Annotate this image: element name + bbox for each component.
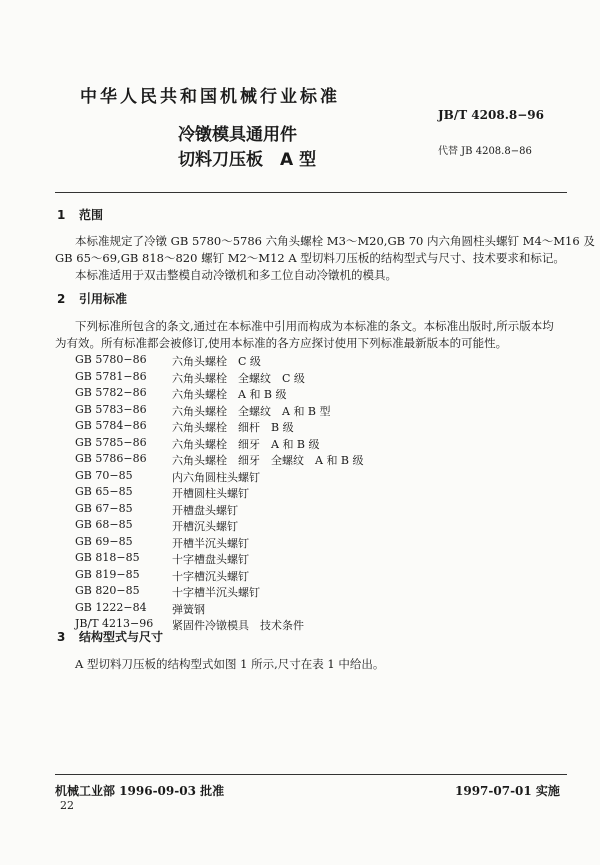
paragraph-line: A 型切料刀压板的结构型式如图 1 所示,尺寸在表 1 中给出。 — [75, 657, 385, 671]
reference-title: 十字槽半沉头螺钉 — [172, 586, 260, 599]
reference-title: 六角头螺栓 A 和 B 级 — [172, 388, 287, 401]
reference-title: 六角头螺栓 细牙 全螺纹 A 和 B 级 — [172, 454, 364, 467]
page-number: 22 — [60, 799, 74, 812]
paragraph-line: GB 65～69,GB 818～820 螺钉 M2～M12 A 型切料刀压板的结构型式与尺寸、技术要求和标记。 — [55, 251, 565, 265]
paragraph-line: 下列标准所包含的条文,通过在本标准中引用而构成为本标准的条文。本标准出版时,所示版本均 — [75, 319, 554, 333]
reference-code: GB 65−85 — [75, 485, 133, 498]
reference-title: 弹簧钢 — [172, 602, 205, 616]
paragraph-line: 本标准规定了冷镦 GB 5780～5786 六角头螺栓 M3～M20,GB 70 内六角圆柱头螺钉 M4～M16 及 — [75, 234, 595, 248]
section-heading: 3 结构型式与尺寸 — [57, 630, 164, 644]
footer-divider — [55, 774, 567, 775]
reference-code: GB 70−85 — [75, 468, 133, 482]
title-line-2: 切料刀压板 A 型 — [178, 150, 317, 170]
reference-title: 六角头螺栓 细牙 A 和 B 级 — [172, 437, 320, 451]
standard-code: JB/T 4208.8−96 — [438, 108, 544, 122]
reference-code: GB 68−85 — [75, 518, 133, 531]
reference-title: 开槽圆柱头螺钉 — [172, 487, 249, 500]
reference-code: GB 5784−86 — [75, 419, 147, 432]
issuing-org: 中华人民共和国机械行业标准 — [80, 87, 340, 107]
reference-title: 紧固件冷镦模具 技术条件 — [172, 619, 304, 632]
reference-code: GB 820−85 — [75, 584, 140, 597]
reference-code: GB 5781−86 — [75, 369, 147, 383]
header-divider — [55, 192, 567, 193]
reference-title: 开槽半沉头螺钉 — [172, 536, 249, 550]
reference-code: GB 69−85 — [75, 534, 133, 548]
reference-code: GB 819−85 — [75, 567, 140, 581]
reference-title: 开槽盘头螺钉 — [172, 503, 238, 517]
approval-note: 机械工业部 1996-09-03 批准 — [55, 784, 225, 798]
replaces-note: 代替 JB 4208.8−86 — [438, 146, 532, 157]
reference-title: 十字槽盘头螺钉 — [172, 553, 249, 566]
reference-code: GB 5782−86 — [75, 386, 147, 399]
section-heading: 1 范围 — [57, 208, 104, 222]
reference-title: 六角头螺栓 全螺纹 A 和 B 型 — [172, 404, 331, 418]
reference-title: 六角头螺栓 全螺纹 C 级 — [172, 371, 305, 385]
paragraph-line: 本标准适用于双击整模自动冷镦机和多工位自动冷镦机的模具。 — [75, 268, 397, 282]
effective-date: 1997-07-01 实施 — [455, 784, 560, 798]
reference-code: GB 5785−86 — [75, 435, 147, 449]
paragraph-line: 为有效。所有标准都会被修订,使用本标准的各方应探讨使用下列标准最新版本的可能性。 — [55, 336, 508, 350]
reference-title: 内六角圆柱头螺钉 — [172, 470, 260, 484]
reference-title: 六角头螺栓 C 级 — [172, 355, 261, 368]
reference-code: GB 5780−86 — [75, 353, 147, 366]
reference-title: 开槽沉头螺钉 — [172, 520, 238, 533]
reference-code: JB/T 4213−96 — [75, 617, 154, 630]
reference-code: GB 5783−86 — [75, 402, 147, 416]
reference-title: 六角头螺栓 细杆 B 级 — [172, 421, 294, 434]
reference-code: GB 1222−84 — [75, 600, 147, 614]
reference-code: GB 67−85 — [75, 501, 133, 515]
section-heading: 2 引用标准 — [57, 292, 128, 306]
reference-code: GB 5786−86 — [75, 452, 147, 465]
reference-title: 十字槽沉头螺钉 — [172, 569, 249, 583]
title-line-1: 冷镦模具通用件 — [178, 125, 297, 145]
reference-code: GB 818−85 — [75, 551, 140, 564]
